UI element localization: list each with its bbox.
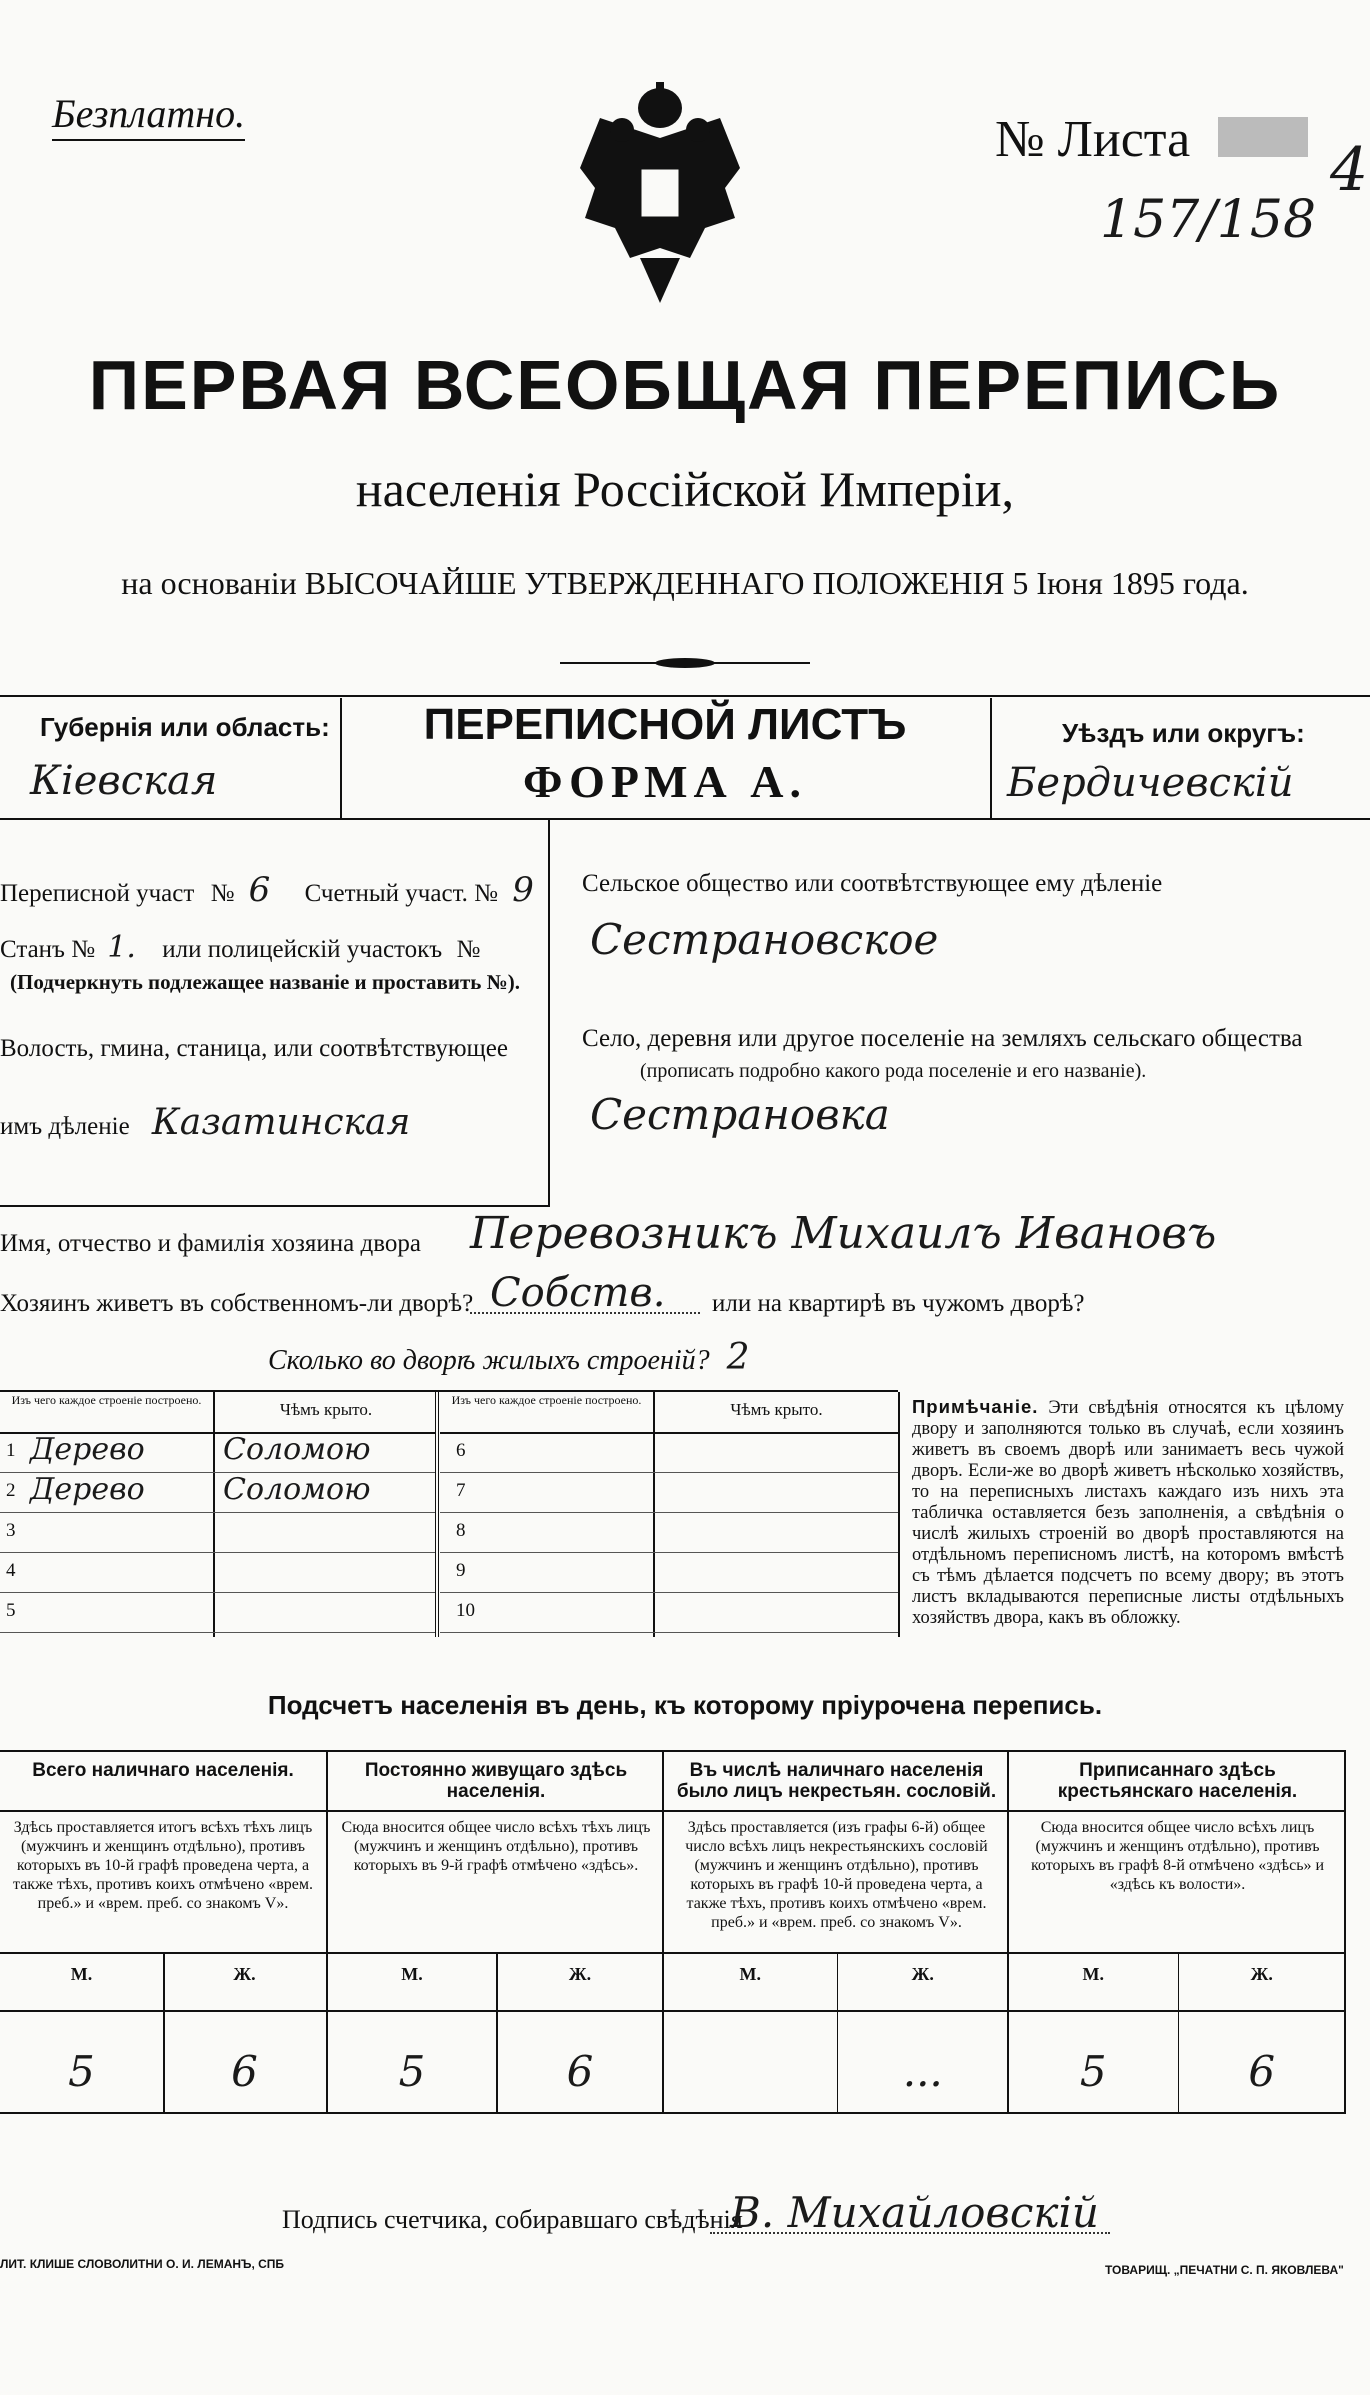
row-number: 10 [456,1600,475,1621]
m-label: М. [70,1964,93,1984]
row-number: 6 [456,1440,466,1461]
bt-right-row [440,1592,898,1633]
m-label: М. [739,1964,761,1984]
material-value: Дерево [30,1432,145,1467]
row-number: 1 [6,1440,16,1461]
count-column-desc: Сюда вносится общее число всѣхъ лицъ (мужчинъ и женщинъ отдѣльно), противъ которыхъ въ графѣ 8-й отмѣчено «здѣсь» и «здѣсь къ волости». [1030,1819,1325,1893]
count-column-head: Всего наличнаго населенія. [32,1760,294,1781]
m-label: М. [401,1964,423,1984]
sheet-number-label: № Листа [995,111,1191,168]
note-block [912,1396,1344,1629]
owner-name-value: Перевозникъ Михаилъ Ивановъ [470,1208,1217,1259]
count-column-head: Постоянно живущаго здѣсь населенія. [364,1760,628,1802]
material-value: Дерево [30,1472,145,1507]
census-section-row [0,870,534,910]
bt-left-head-material: Изъ чего каждое строеніе построено. [11,1393,202,1407]
village-note: (прописать подробно какого рода поселеніе и его названіе). [640,1060,1147,1082]
corner-mark: 4 [1330,135,1369,205]
stan-label: Станъ [0,936,65,963]
own-yard-line [470,1312,700,1314]
count-column-head: Приписаннаго здѣсь крестьянскаго населенія. [1057,1760,1298,1802]
main-title: ПЕРВАЯ ВСЕОБЩАЯ ПЕРЕПИСЬ [88,346,1282,424]
bt-right-row [440,1512,898,1553]
count-section-no: № [474,880,498,907]
count-section-label: Счетный участ. [304,880,468,907]
district-box [990,698,1370,820]
row-number: 4 [6,1560,16,1581]
redaction-box [1218,117,1308,157]
imprint-left: ЛИТ. КЛИШЕ СЛОВОЛИТНИ О. И. ЛЕМАНЪ, СПБ [0,2257,285,2271]
bt-left-row [0,1512,435,1553]
male-count: 5 [398,2047,426,2096]
free-label: Безплатно. [52,90,245,141]
form-title: ПЕРЕПИСНОЙ ЛИСТЪ [423,700,907,749]
village-value: Сестрановка [590,1090,890,1139]
count-column-desc: Сюда вносится общее число всѣхъ тѣхъ лицъ (мужчинъ и женщинъ отдѣльно), противъ которыхъ въ 9-й графѣ отмѣчено «здѣсь». [341,1819,651,1874]
bt-left-head-roof: Чѣмъ крыто. [279,1400,373,1419]
buildings-row [268,1337,750,1378]
subtitle: населенія Россійской Имперіи, [355,461,1015,517]
bt-left-row [0,1552,435,1593]
volost-label: Волость, гмина, станица, или соотвѣтствующее [0,1035,508,1062]
stan-no: № [71,936,96,963]
division-label: имъ дѣленіе [0,1113,130,1140]
bt-left-row [0,1592,435,1633]
society-value: Сестрановское [590,915,939,964]
imperial-eagle-emblem [560,78,760,308]
own-yard-value: Собств. [490,1270,666,1316]
stan-value: 1. [107,930,136,965]
count-section-value: 9 [512,870,534,910]
note-title: Примѣчаніе. [912,1396,1039,1417]
police-label: или полицейскій участокъ [162,936,443,963]
census-section-no: № [210,880,235,907]
female-count: ... [902,2047,943,2096]
village-label: Село, деревня или другое поселеніе на земляхъ сельскаго общества [582,1025,1303,1052]
volost-value: Казатинская [151,1102,411,1143]
ornament-divider [560,655,810,665]
bt-right-row [440,1432,898,1473]
roof-value: Соломою [223,1472,371,1507]
f-label: Ж. [233,1964,256,1984]
row-number: 5 [6,1600,16,1621]
row-number: 9 [456,1560,466,1581]
bt-right-row [440,1552,898,1593]
bt-left-row [0,1472,435,1513]
owner-name-label: Имя, отчество и фамилія хозяина двора [0,1230,421,1257]
count-title: Подсчетъ населенія въ день, къ которому пріурочена перепись. [267,1690,1103,1720]
rented-label: или на квартирѣ въ чужомъ дворѣ? [712,1290,1085,1317]
row-number: 2 [6,1480,16,1501]
census-section-value: 6 [248,870,271,910]
volost-value-row [0,1102,410,1143]
male-count: 5 [68,2047,95,2096]
count-column-desc: Здѣсь проставляется итогъ всѣхъ тѣхъ лицъ (мужчинъ и женщинъ отдѣльно), противъ которыхъ въ 10-й графѣ проведена черта, а также тѣхъ, противъ коихъ отмѣчено «врем. преб.» и «врем. преб. со знакомъ V». [13,1819,313,1912]
count-table [0,1750,1346,2114]
police-no: № [456,936,481,963]
bt-right-head-roof: Чѣмъ крыто. [730,1400,823,1419]
signature-value: В. Михайловскій [730,2188,1099,2237]
female-count: 6 [231,2047,258,2096]
roof-value: Соломою [223,1432,371,1467]
buildings-value: 2 [726,1337,750,1378]
count-column-desc: Здѣсь проставляется (изъ графы 6-й) общее число всѣхъ лицъ некрестьянскихъ сословій (мужчинъ и женщинъ отдѣльно), противъ которыхъ въ графѣ 10-й проведена черта, а также тѣхъ, противъ коихъ отмѣчено «врем. преб.» и «врем. преб. со знакомъ V». [685,1819,988,1931]
note-text: Эти свѣдѣнія относятся къ цѣлому двору и заполняются только въ случаѣ, если хозяинъ живетъ въ своемъ дворѣ или занимаетъ весь чужой дворъ. Если-же во дворѣ живетъ нѣсколько хозяйствъ, то на переписныхъ листахъ каждаго изъ нихъ эта табличка оставляется безъ заполненія, а свѣдѣнія о числѣ жилыхъ строеній во дворѣ проставляются на отдѣльномъ переписномъ листѣ, на которомъ вмѣстѣ съ тѣмъ дѣлается подсчетъ по всему двору; въ этотъ листъ вкладываются переписные листы отдѣльныхъ хозяйствъ двора, какъ въ обложку. [912,1398,1344,1628]
f-label: Ж. [911,1964,934,1984]
bt-right-row [440,1472,898,1513]
count-column [326,1752,664,2112]
m-label: М. [1082,1964,1104,1984]
buildings-label: Сколько во дворѣ жилыхъ строеній? [268,1345,710,1376]
province-label: Губернія или область: [40,712,330,742]
census-section-label: Переписной участ [0,880,195,907]
society-label: Сельское общество или соотвѣтствующее ему дѣленіе [582,870,1163,897]
imprint-right: ТОВАРИЩ. „ПЕЧАТНИ С. П. ЯКОВЛЕВА" [1105,2263,1344,2277]
province-value: Кіевская [30,758,218,804]
count-column [662,1752,1009,2112]
count-column-head: Въ числѣ наличнаго населенія было лицъ некрестьян. сословій. [676,1760,997,1802]
f-label: Ж. [568,1964,592,1984]
left-fields-block [0,820,550,1207]
signature-label: Подпись счетчика, собиравшаго свѣдѣнія [282,2205,743,2234]
sheet-number-value: 157/158 [1100,190,1317,250]
row-number: 8 [456,1520,466,1541]
count-column [0,1752,326,2112]
bt-left-row [0,1432,435,1473]
form-subtitle: ФОРМА А. [523,756,807,807]
bt-right-head-material: Изъ чего каждое строеніе построено. [451,1393,642,1407]
basis-line: на основаніи ВЫСОЧАЙШЕ УТВЕРЖДЕННАГО ПОЛОЖЕНІЯ 5 Іюня 1895 года. [121,565,1249,601]
female-count: 6 [566,2047,594,2096]
row-number: 3 [6,1520,16,1541]
female-count: 6 [1248,2047,1276,2096]
province-box [0,698,342,820]
district-label: Уѣздъ или округъ: [1062,718,1305,748]
underline-note: (Подчеркнуть подлежащее названіе и проставить №). [10,970,520,994]
row-number: 7 [456,1480,466,1501]
f-label: Ж. [1250,1964,1273,1984]
buildings-table [0,1392,900,1637]
own-yard-label: Хозяинъ живетъ въ собственномъ-ли дворѣ? [0,1290,474,1317]
stan-row [0,930,480,965]
boxes-top-rule [0,695,1370,697]
district-value: Бердичевскій [1007,760,1294,806]
count-column [1007,1752,1346,2112]
male-count: 5 [1079,2047,1107,2096]
